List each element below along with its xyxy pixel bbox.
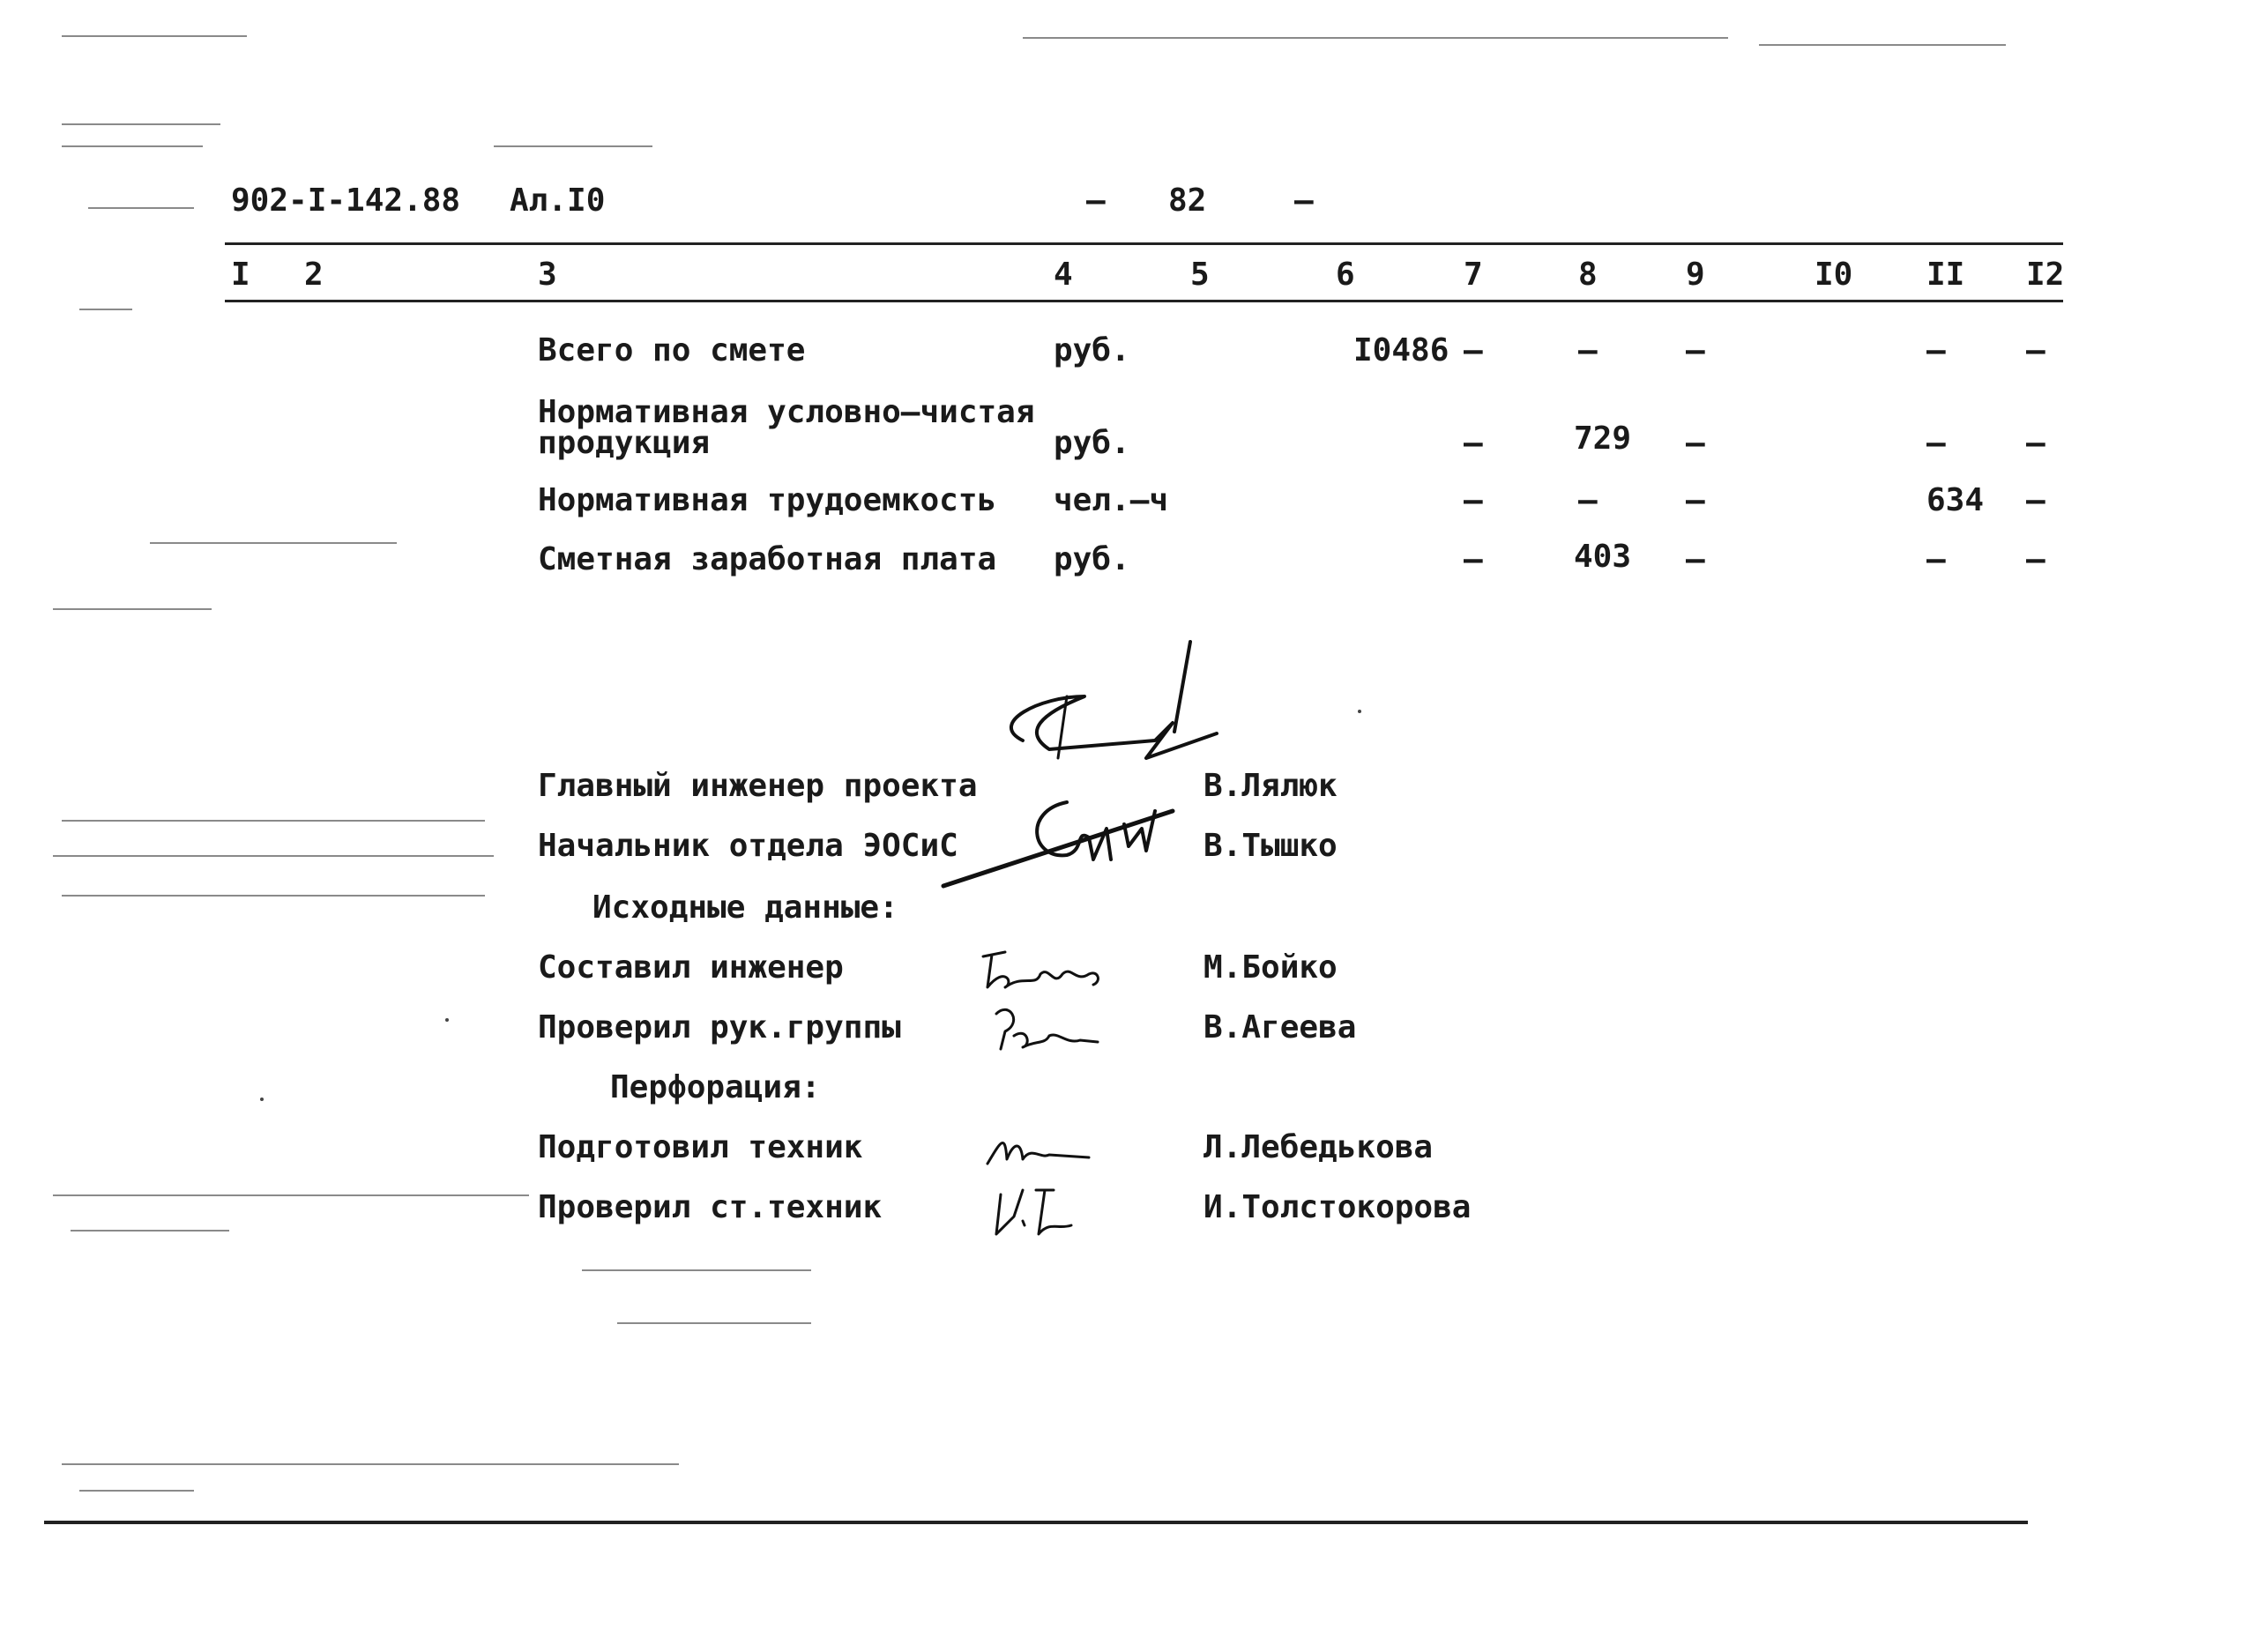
row-label-continued: продукция xyxy=(538,425,711,461)
row-label: Нормативная трудоемкость xyxy=(538,482,997,518)
signature-checked-senior xyxy=(987,1177,1093,1247)
scan-artifact xyxy=(617,1322,811,1324)
column-header-2: 2 xyxy=(304,257,324,293)
scan-artifact xyxy=(1023,37,1728,39)
scan-artifact xyxy=(62,123,220,125)
cell-col9: – xyxy=(1686,541,1705,577)
column-header-12: I2 xyxy=(2026,257,2065,293)
header-rule-top xyxy=(225,242,2063,245)
role-compiled: Составил инженер xyxy=(538,949,844,986)
page-number: 82 xyxy=(1168,182,1207,219)
scan-artifact xyxy=(582,1269,811,1271)
cell-col7: – xyxy=(1464,332,1483,368)
column-header-3: 3 xyxy=(538,257,557,293)
name-chief-engineer: В.Лялюк xyxy=(1203,768,1338,804)
cell-col9: – xyxy=(1686,482,1705,518)
column-header-8: 8 xyxy=(1578,257,1598,293)
column-header-9: 9 xyxy=(1686,257,1705,293)
cell-col12: – xyxy=(2026,332,2046,368)
scan-speck xyxy=(445,1018,449,1022)
name-prepared-tech: Л.Лебедькова xyxy=(1203,1129,1434,1165)
scan-artifact xyxy=(62,145,203,147)
cell-col7: – xyxy=(1464,482,1483,518)
role-chief-engineer: Главный инженер проекта xyxy=(538,768,978,804)
scan-speck xyxy=(1358,710,1361,713)
scan-artifact xyxy=(71,1230,229,1232)
row-unit: руб. xyxy=(1054,541,1130,577)
scan-artifact xyxy=(62,895,485,897)
scan-artifact xyxy=(62,35,247,37)
scan-artifact xyxy=(53,855,494,857)
row-label: Всего по смете xyxy=(538,332,806,368)
signature-compiled xyxy=(970,939,1111,1001)
name-checked-group: В.Агеева xyxy=(1203,1009,1357,1046)
sheet-label: Ал.I0 xyxy=(510,182,606,219)
name-department-head: В.Тышко xyxy=(1203,828,1338,864)
cell-col7: – xyxy=(1464,541,1483,577)
role-prepared-tech: Подготовил техник xyxy=(538,1129,863,1165)
signature-checked-group xyxy=(983,996,1107,1067)
column-header-1: I xyxy=(231,257,250,293)
scan-artifact xyxy=(494,145,652,147)
cell-col8: – xyxy=(1578,482,1598,518)
row-unit: руб. xyxy=(1054,332,1130,368)
scan-artifact xyxy=(62,820,485,822)
row-label: Нормативная условно–чистая xyxy=(538,394,1035,430)
cell-col11: – xyxy=(1926,332,1946,368)
cell-col8: 729 xyxy=(1574,420,1632,457)
cell-col12: – xyxy=(2026,425,2046,461)
name-checked-senior: И.Толстокорова xyxy=(1203,1189,1472,1225)
cell-col9: – xyxy=(1686,332,1705,368)
cell-col12: – xyxy=(2026,541,2046,577)
document-code: 902-I-142.88 xyxy=(231,182,461,219)
scan-artifact xyxy=(88,207,194,209)
row-label: Сметная заработная плата xyxy=(538,541,997,577)
signature-prepared-tech xyxy=(979,1124,1102,1177)
scan-artifact xyxy=(79,309,132,310)
scan-artifact xyxy=(1759,44,2006,46)
row-unit: руб. xyxy=(1054,425,1130,461)
cell-col8: 403 xyxy=(1574,539,1632,575)
column-header-5: 5 xyxy=(1190,257,1210,293)
source-data-heading: Исходные данные: xyxy=(592,889,898,926)
scan-artifact xyxy=(62,1463,679,1465)
column-header-10: I0 xyxy=(1815,257,1853,293)
column-header-4: 4 xyxy=(1054,257,1073,293)
header-rule-bottom xyxy=(225,300,2063,302)
column-header-7: 7 xyxy=(1464,257,1483,293)
scan-artifact xyxy=(53,1194,529,1196)
cell-col11: 634 xyxy=(1926,482,1985,518)
cell-col6: I0486 xyxy=(1353,332,1449,368)
name-compiled: М.Бойко xyxy=(1203,949,1338,986)
role-department-head: Начальник отдела ЭОСиС xyxy=(538,828,958,864)
scan-artifact xyxy=(79,1490,194,1492)
column-header-6: 6 xyxy=(1336,257,1355,293)
scan-artifact xyxy=(53,608,212,610)
scan-speck xyxy=(260,1098,264,1101)
cell-col8: – xyxy=(1578,332,1598,368)
page-dash-left: – xyxy=(1086,182,1106,219)
page-bottom-rule xyxy=(44,1521,2028,1524)
role-checked-senior: Проверил ст.техник xyxy=(538,1189,883,1225)
page-dash-right: – xyxy=(1294,182,1314,219)
cell-col11: – xyxy=(1926,425,1946,461)
perforation-heading: Перфорация: xyxy=(610,1069,821,1105)
column-header-11: II xyxy=(1926,257,1965,293)
signature-department-head xyxy=(935,776,1217,899)
row-unit: чел.–ч xyxy=(1054,482,1169,518)
cell-col9: – xyxy=(1686,425,1705,461)
cell-col12: – xyxy=(2026,482,2046,518)
cell-col11: – xyxy=(1926,541,1946,577)
scan-artifact xyxy=(150,542,397,544)
role-checked-group: Проверил рук.группы xyxy=(538,1009,901,1046)
cell-col7: – xyxy=(1464,425,1483,461)
